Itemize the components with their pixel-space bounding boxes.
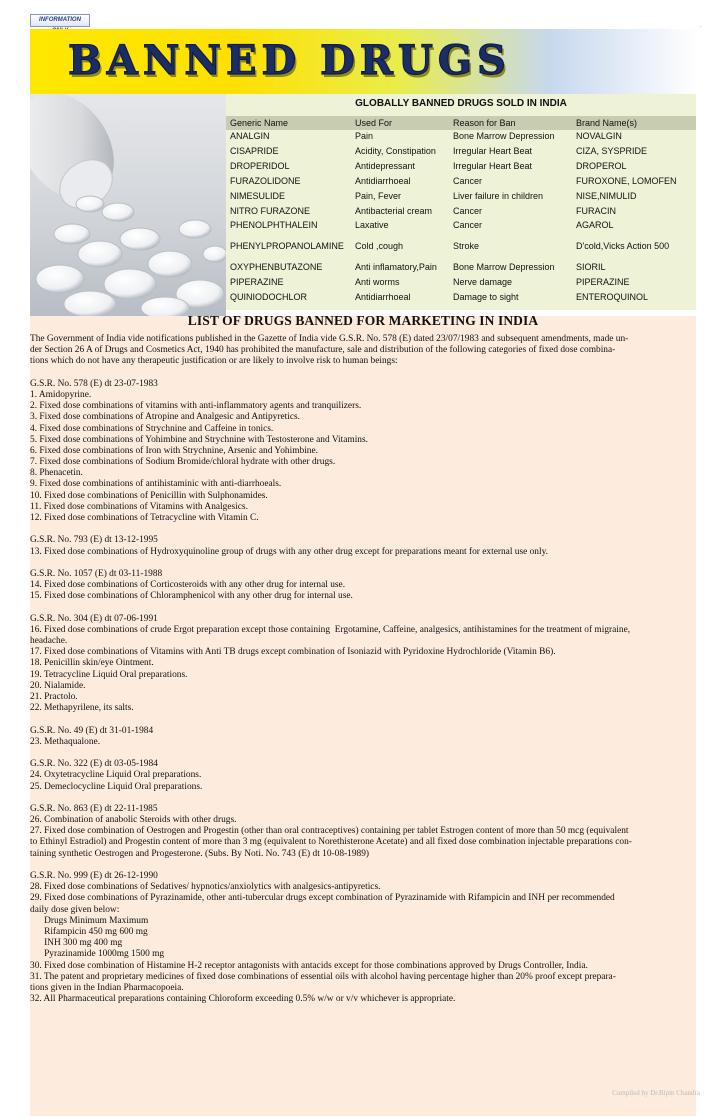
list-line: 4. Fixed dose combinations of Strychnine and Caffeine in tonics.	[30, 423, 274, 434]
table-column-header: Used For	[355, 118, 393, 128]
list-line	[30, 860, 700, 871]
table-cell: OXYPHENBUTAZONE	[230, 262, 323, 272]
list-line: 3. Fixed dose combinations of Atropine and Analgesic and Antipyretics.	[30, 412, 301, 423]
list-line: 26. Combination of anabolic Steroids with other drugs.	[30, 815, 237, 826]
table-cell: Bone Marrow Depression	[453, 262, 555, 272]
list-line: INH 300 mg 400 mg	[30, 938, 123, 949]
table-cell: NOVALGIN	[576, 131, 622, 141]
table-column-header: Reason for Ban	[453, 118, 516, 128]
table-cell: NIMESULIDE	[230, 191, 286, 201]
table-cell: QUINIODOCHLOR	[230, 292, 308, 302]
table-cell: DROPEROL	[576, 161, 627, 171]
table-cell: Pain	[355, 131, 374, 141]
list-line: 13. Fixed dose combinations of Hydroxyquinoline group of drugs with any other drug except for preparations meant for external use only.	[30, 546, 549, 557]
table-cell: Cancer	[453, 220, 483, 230]
list-line: 30. Fixed dose combination of Histamine H-2 receptor antagonists with antacids except for those combinations approved by Drugs Controller, India.	[30, 960, 588, 971]
table-cell: Anti worms	[355, 277, 400, 287]
list-line	[30, 524, 700, 535]
list-line: 16. Fixed dose combinations of crude Ergot preparation except those containing Ergotamine, Caffeine, analgesics, antihistamines for the treatment of migraine,	[30, 624, 631, 635]
list-line	[30, 748, 700, 759]
list-line: 8. Phenacetin.	[30, 468, 83, 479]
pills-illustration	[30, 94, 226, 316]
table-cell: FURACIN	[576, 206, 616, 216]
table-cell: Pain, Fever	[355, 191, 402, 201]
list-line: 25. Demeclocycline Liquid Oral preparations.	[30, 781, 203, 792]
list-line: G.S.R. No. 863 (E) dt 22-11-1985	[30, 803, 158, 814]
table-cell: Cold ,cough	[355, 241, 404, 251]
list-line: 1. Amidopyrine.	[30, 389, 92, 400]
table-cell: ENTEROQUINOL	[576, 292, 649, 302]
table-cell: Bone Marrow Depression	[453, 131, 555, 141]
table-cell: Stroke	[453, 241, 480, 251]
list-line: 7. Fixed dose combinations of Sodium Bromide/chloral hydrate with other drugs.	[30, 457, 336, 468]
list-line	[30, 603, 700, 614]
list-line: G.S.R. No. 793 (E) dt 13-12-1995	[30, 535, 158, 546]
list-line: Rifampicin 450 mg 600 mg	[30, 926, 148, 937]
table-cell: CISAPRIDE	[230, 146, 279, 156]
list-line: 28. Fixed dose combinations of Sedatives/ hypnotics/anxiolytics with analgesics-antipyretics.	[30, 882, 381, 893]
table-cell: FURAZOLIDONE	[230, 176, 301, 186]
list-line: 20. Nialamide.	[30, 680, 86, 691]
list-line: 9. Fixed dose combinations of antihistaminic with anti-diarrhoeals.	[30, 479, 282, 490]
list-line: 27. Fixed dose combination of Oestrogen and Progestin (other than oral contraceptives) containing per tablet Estrogen content of more than 50 mcg (equivalent	[30, 826, 629, 837]
table-cell: Anti inflamatory,Pain	[355, 262, 437, 272]
list-line	[30, 558, 700, 569]
table-cell: SIORIL	[576, 262, 606, 272]
list-line: 22. Methapyrilene, its salts.	[30, 703, 134, 714]
table-cell: PIPERAZINE	[230, 277, 284, 287]
table-column-header: Brand Name(s)	[576, 118, 638, 128]
list-line: headache.	[30, 636, 68, 647]
list-line: to Ethinyl Estradiol) and Progestin content of more than 3 mg (equivalent to Norethisterone Acetate) and all fixed dose combination injectable preparations con-	[30, 837, 632, 848]
list-line: 18. Penicillin skin/eye Ointment.	[30, 658, 154, 669]
page-title: BANNED DRUGS	[68, 37, 511, 84]
list-line: tions which do not have any therapeutic justification or are likely to involve risk to human beings:	[30, 356, 398, 367]
table-cell: Acidity, Constipation	[355, 146, 436, 156]
list-line: 14. Fixed dose combinations of Corticosteroids with any other drug for internal use.	[30, 580, 346, 591]
table-cell: CIZA, SYSPRIDE	[576, 146, 648, 156]
table-cell: DROPERIDOL	[230, 161, 290, 171]
list-line: G.S.R. No. 578 (E) dt 23-07-1983	[30, 378, 158, 389]
list-line: G.S.R. No. 1057 (E) dt 03-11-1988	[30, 568, 163, 579]
table-cell: Irregular Heart Beat	[453, 161, 533, 171]
table-cell: Cancer	[453, 176, 483, 186]
pills-bottle-image	[30, 94, 226, 316]
list-line: G.S.R. No. 49 (E) dt 31-01-1984	[30, 725, 154, 736]
table-cell: Cancer	[453, 206, 483, 216]
list-line	[30, 793, 700, 804]
list-line: daily dose given below:	[30, 904, 120, 915]
list-line: G.S.R. No. 999 (E) dt 26-12-1990	[30, 871, 158, 881]
list-line: 29. Fixed dose combinations of Pyrazinamide, other anti-tubercular drugs except combination of Pyrazinamide with Rifampicin and INH per recommended	[30, 893, 615, 904]
table-cell: FUROXONE, LOMOFEN	[576, 176, 677, 186]
table-cell: PHENOLPHTHALEIN	[230, 220, 318, 230]
table-cell: Laxative	[355, 220, 389, 230]
list-line: 24. Oxytetracycline Liquid Oral preparations.	[30, 770, 202, 781]
list-line	[30, 368, 700, 379]
list-line: 6. Fixed dose combinations of Iron with Strychnine, Arsenic and Yohimbine.	[30, 445, 318, 456]
table-cell: Liver failure in children	[453, 191, 544, 201]
list-line: 19. Tetracycline Liquid Oral preparations.	[30, 669, 188, 680]
list-line: der Section 26 A of Drugs and Cosmetics Act, 1940 has prohibited the manufacture, sale and distribution of the following categories of fixed dose combina-	[30, 345, 616, 356]
list-line: 5. Fixed dose combinations of Yohimbine and Strychnine with Testosterone and Vitamins.	[30, 434, 368, 445]
list-line: tions given in the Indian Pharmacopoeia.	[30, 982, 184, 993]
table-cell: Antidepressant	[355, 161, 416, 171]
table-cell: PIPERAZINE	[576, 277, 630, 287]
table-cell: Nerve damage	[453, 277, 513, 287]
table-column-header: Generic Name	[230, 118, 289, 128]
list-line: taining synthetic Oestrogen and Progesterone. (Subs. By Noti. No. 743 (E) dt 10-08-1989)	[30, 848, 370, 859]
table-heading: GLOBALLY BANNED DRUGS SOLD IN INDIA	[355, 98, 567, 109]
list-line: G.S.R. No. 322 (E) dt 03-05-1984	[30, 759, 158, 770]
table-cell: Irregular Heart Beat	[453, 146, 533, 156]
table-cell: PHENYLPROPANOLAMINE	[230, 241, 344, 251]
table-cell: D'cold,Vicks Action 500	[576, 241, 670, 251]
list-line: 2. Fixed dose combinations of vitamins with anti-inflammatory agents and tranquilizers.	[30, 401, 362, 412]
list-line: Pyrazinamide 1000mg 1500 mg	[30, 949, 165, 960]
table-cell: NITRO FURAZONE	[230, 206, 310, 216]
list-line: 17. Fixed dose combinations of Vitamins with Anti TB drugs except combination of Isoniazid with Pyridoxine Hydrochloride (Vitamin B6).	[30, 647, 556, 658]
list-line: 32. All Pharmaceutical preparations containing Chloroform exceeding 0.5% w/w or v/v whichever is appropriate.	[30, 994, 456, 1005]
banned-list-body	[30, 334, 700, 1005]
list-line: 21. Practolo.	[30, 692, 78, 702]
list-line: The Government of India vide notifications published in the Gazette of India vide G.S.R. No. 578 (E) dated 23/07/1983 and subsequent amendments, made un-	[30, 334, 629, 344]
list-line: 11. Fixed dose combinations of Vitamins with Analgesics.	[30, 501, 248, 512]
list-line: Drugs Minimum Maximum	[30, 915, 149, 926]
table-cell: Antidiarrhoeal	[355, 176, 411, 186]
table-cell: AGAROL	[576, 220, 614, 230]
list-line: G.S.R. No. 304 (E) dt 07-06-1991	[30, 613, 158, 624]
list-line: 10. Fixed dose combinations of Penicillin with Sulphonamides.	[30, 490, 268, 501]
credit-text: Compiled by Dr.Bipin Chandra	[612, 1089, 700, 1097]
list-title: LIST OF DRUGS BANNED FOR MARKETING IN INDIA	[187, 313, 539, 328]
table-cell: Antibacterial cream	[355, 206, 433, 216]
information-only-badge: INFORMATION	[30, 14, 90, 27]
list-line	[30, 714, 700, 725]
table-cell: Damage to sight	[453, 292, 519, 302]
list-line: 23. Methaqualone.	[30, 736, 101, 747]
list-line: 31. The patent and proprietary medicines of fixed dose combinations of essential oils with alcohol having percentage higher than 20% proof except prepara-	[30, 971, 616, 982]
list-line: 12. Fixed dose combinations of Tetracycline with Vitamin C.	[30, 513, 259, 523]
table-cell: Antidiarrhoeal	[355, 292, 411, 302]
list-line: 15. Fixed dose combinations of Chloramphenicol with any other drug for internal use.	[30, 591, 353, 602]
corner-mark: ·	[699, 22, 702, 31]
table-cell: ANALGIN	[230, 131, 270, 141]
table-cell: NISE,NIMULID	[576, 191, 637, 201]
